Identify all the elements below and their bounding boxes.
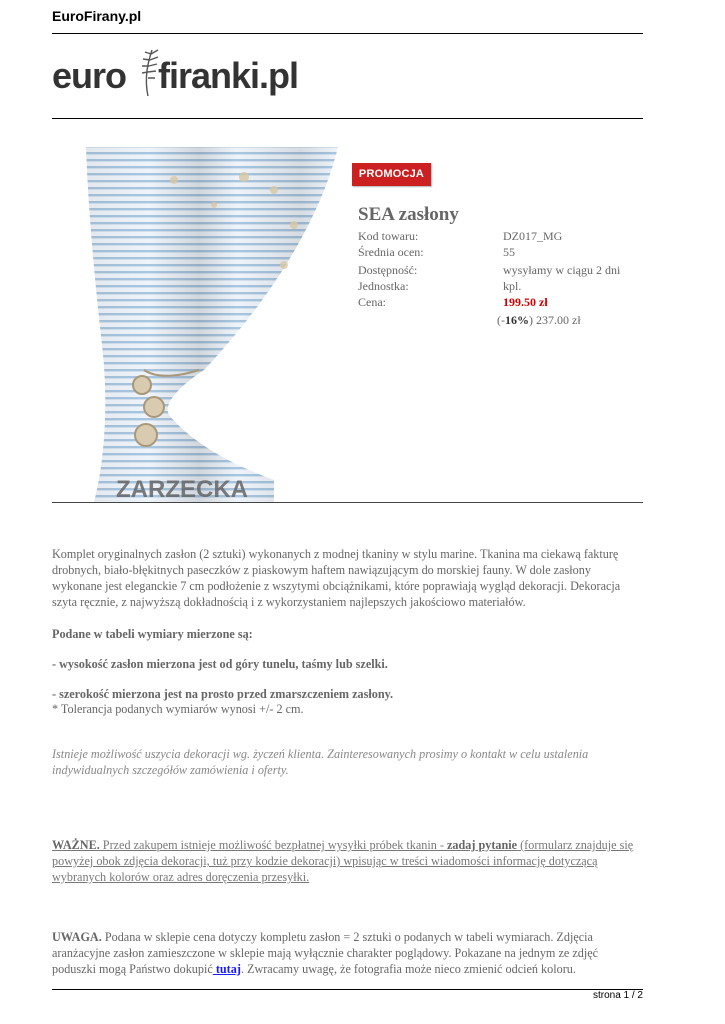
warning-note: UWAGA. Podana w sklepie cena dotyczy kompletu zasłon = 2 sztuki o podanych w tabeli wymiarach. Zdjęcia aranżacyjne zasłon zamieszczone w sklepie mają wyłącznie charakter poglądowy. Pokazane na jednym ze zdjęć poduszki mogą Państwo dokupić tutaj. Zwracamy uwagę, że fotografia może nieco zmienić odcień koloru. xyxy=(52,930,599,976)
footer-divider xyxy=(52,989,643,990)
product-title: SEA zasłony xyxy=(358,204,459,225)
spec-value-rating: 55 xyxy=(503,245,515,259)
spec-label-code: Kod towaru: xyxy=(358,229,419,243)
product-divider xyxy=(52,502,643,503)
image-watermark: ZARZECKA xyxy=(116,476,248,502)
width-note: - szerokość mierzona jest na prosto przed zmarszczeniem zasłony. xyxy=(52,687,394,701)
curtain-image[interactable] xyxy=(84,145,340,502)
logo-feather-icon xyxy=(142,50,158,96)
header-divider xyxy=(52,33,643,34)
page-number: strona 1 / 2 xyxy=(592,990,643,1001)
logo-text-right: firanki.pl xyxy=(158,55,299,96)
spec-value-availability: wysyłamy w ciągu 2 dni xyxy=(503,263,621,277)
eurofiranki-logo[interactable] xyxy=(52,44,322,108)
site-title: EuroFirany.pl xyxy=(52,8,142,24)
height-note: - wysokość zasłon mierzona jest od góry tunelu, taśmy lub szelki. xyxy=(52,657,388,671)
spec-label-availability: Dostępność: xyxy=(358,263,418,277)
spec-label-price: Cena: xyxy=(358,295,386,309)
spec-value-code: DZ017_MG xyxy=(503,229,563,243)
tolerance-note: * Tolerancja podanych wymiarów wynosi +/- 2 cm. xyxy=(52,702,304,716)
promo-badge: PROMOCJA xyxy=(352,163,431,186)
ask-question-link[interactable]: zadaj pytanie xyxy=(447,838,518,852)
spec-label-unit: Jednostka: xyxy=(358,279,409,293)
custom-order-note: Istnieje możliwość uszycia dekoracji wg. życzeń klienta. Zainteresowanych prosimy o kontakt w celu ustalenia indywidualnych szczegółów zamówienia i oferty. xyxy=(52,747,589,777)
spec-value-unit: kpl. xyxy=(503,279,522,293)
logo-divider xyxy=(52,118,643,119)
price-old: (-16%) 237.00 zł xyxy=(497,313,581,327)
logo-text-left: euro xyxy=(52,55,127,96)
price-current: 199.50 zł xyxy=(503,295,548,309)
dimensions-heading: Podane w tabeli wymiary mierzone są: xyxy=(52,627,253,641)
important-note: WAŻNE. Przed zakupem istnieje możliwość bezpłatnej wysyłki próbek tkanin - zadaj pytanie (formularz znajduje się powyżej obok zdjęcia dekoracji, tuż przy kodzie dekoracji) wpisując w treści wiadomości informację dotyczącą wybranych kolorów oraz adres doręczenia przesyłki. xyxy=(52,838,634,884)
discount-percent: 16% xyxy=(505,313,529,327)
description-paragraph: Komplet oryginalnych zasłon (2 sztuki) wykonanych z modnej tkaniny w stylu marine. Tkanina ma ciekawą fakturę drobnych, biało-błękitnych paseczków z piaskowym haftem nawiązującym do morskiej fauny. W dole zasłony wykonane jest eleganckie 7 cm podłożenie z wszytymi obciążnikami, które poprawiają wygląd dekoracji. Dekoracja szyta ręcznie, z najwyższą dokładnością i z wykorzystaniem najlepszych jakościowo materiałów. xyxy=(52,547,621,609)
cushions-link[interactable]: tutaj xyxy=(212,962,241,976)
spec-label-rating: Średnia ocen: xyxy=(358,245,424,259)
